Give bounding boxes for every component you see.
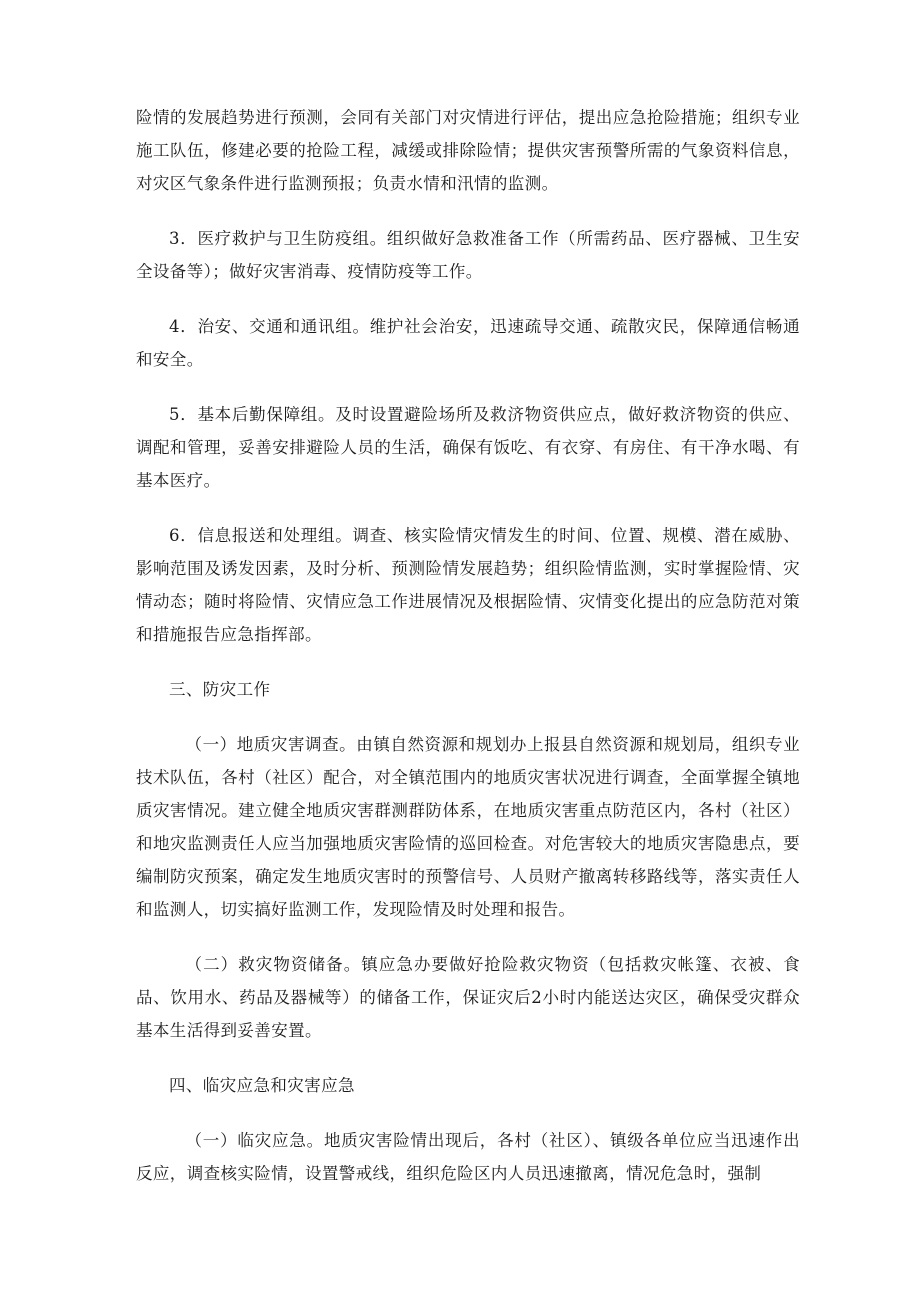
paragraph-information-team: 6．信息报送和处理组。调查、核实险情灾情发生的时间、位置、规模、潜在威胁、影响范围及诱发因素，及时分析、预测险情发展趋势；组织险情监测，实时掌握险情、灾情动态；随时将险情、灾情应急工作进展情况及根据险情、灾情变化提出的应急防范对策和措施报告应急指挥部。 (136, 526, 800, 644)
paragraph-continuation: 险情的发展趋势进行预测，会同有关部门对灾情进行评估，提出应急抢险措施；组织专业施工队伍，修建必要的抢险工程，减缓或排除险情；提供灾害预警所需的气象资料信息，对灾区气象条件进行监测预报；负责水情和汛情的监测。 (136, 108, 800, 193)
paragraph-geological-survey: （一）地质灾害调查。由镇自然资源和规划办上报县自然资源和规划局，组织专业技术队伍，各村（社区）配合，对全镇范围内的地质灾害状况进行调查，全面掌握全镇地质灾害情况。建立健全地质灾害群测群防体系，在地质灾害重点防范区内，各村（社区）和地灾监测责任人应当加强地质灾害险情的巡回检查。对危害较大的地质灾害隐患点，要编制防灾预案，确定发生地质灾害时的预警信号、人员财产撤离转移路线等，落实责任人和监测人，切实搞好监测工作，发现险情及时处理和报告。 (136, 735, 800, 919)
paragraph-logistics-team: 5．基本后勤保障组。及时设置避险场所及救济物资供应点，做好救济物资的供应、调配和管理，妥善安排避险人员的生活，确保有饭吃、有衣穿、有房住、有干净水喝、有基本医疗。 (136, 405, 800, 490)
paragraph-security-team: 4．治安、交通和通讯组。维护社会治安，迅速疏导交通、疏散灾民，保障通信畅通和安全。 (136, 317, 800, 369)
paragraph-imminent-emergency: （一）临灾应急。地质灾害险情出现后，各村（社区）、镇级各单位应当迅速作出反应，调查核实险情，设置警戒线，组织危险区内人员迅速撤离，情况危急时，强制 (136, 1131, 800, 1183)
section-heading-emergency-response: 四、临灾应急和灾害应急 (169, 1076, 355, 1095)
paragraph-relief-supplies: （二）救灾物资储备。镇应急办要做好抢险救灾物资（包括救灾帐篷、衣被、食品、饮用水、药品及器械等）的储备工作，保证灾后2小时内能送达灾区，确保受灾群众基本生活得到妥善安置。 (136, 955, 800, 1040)
document-page (136, 101, 800, 1212)
paragraph-medical-team: 3．医疗救护与卫生防疫组。组织做好急救准备工作（所需药品、医疗器械、卫生安全设备等）；做好灾害消毒、疫情防疫等工作。 (136, 229, 800, 281)
section-heading-disaster-prevention: 三、防灾工作 (169, 680, 271, 699)
